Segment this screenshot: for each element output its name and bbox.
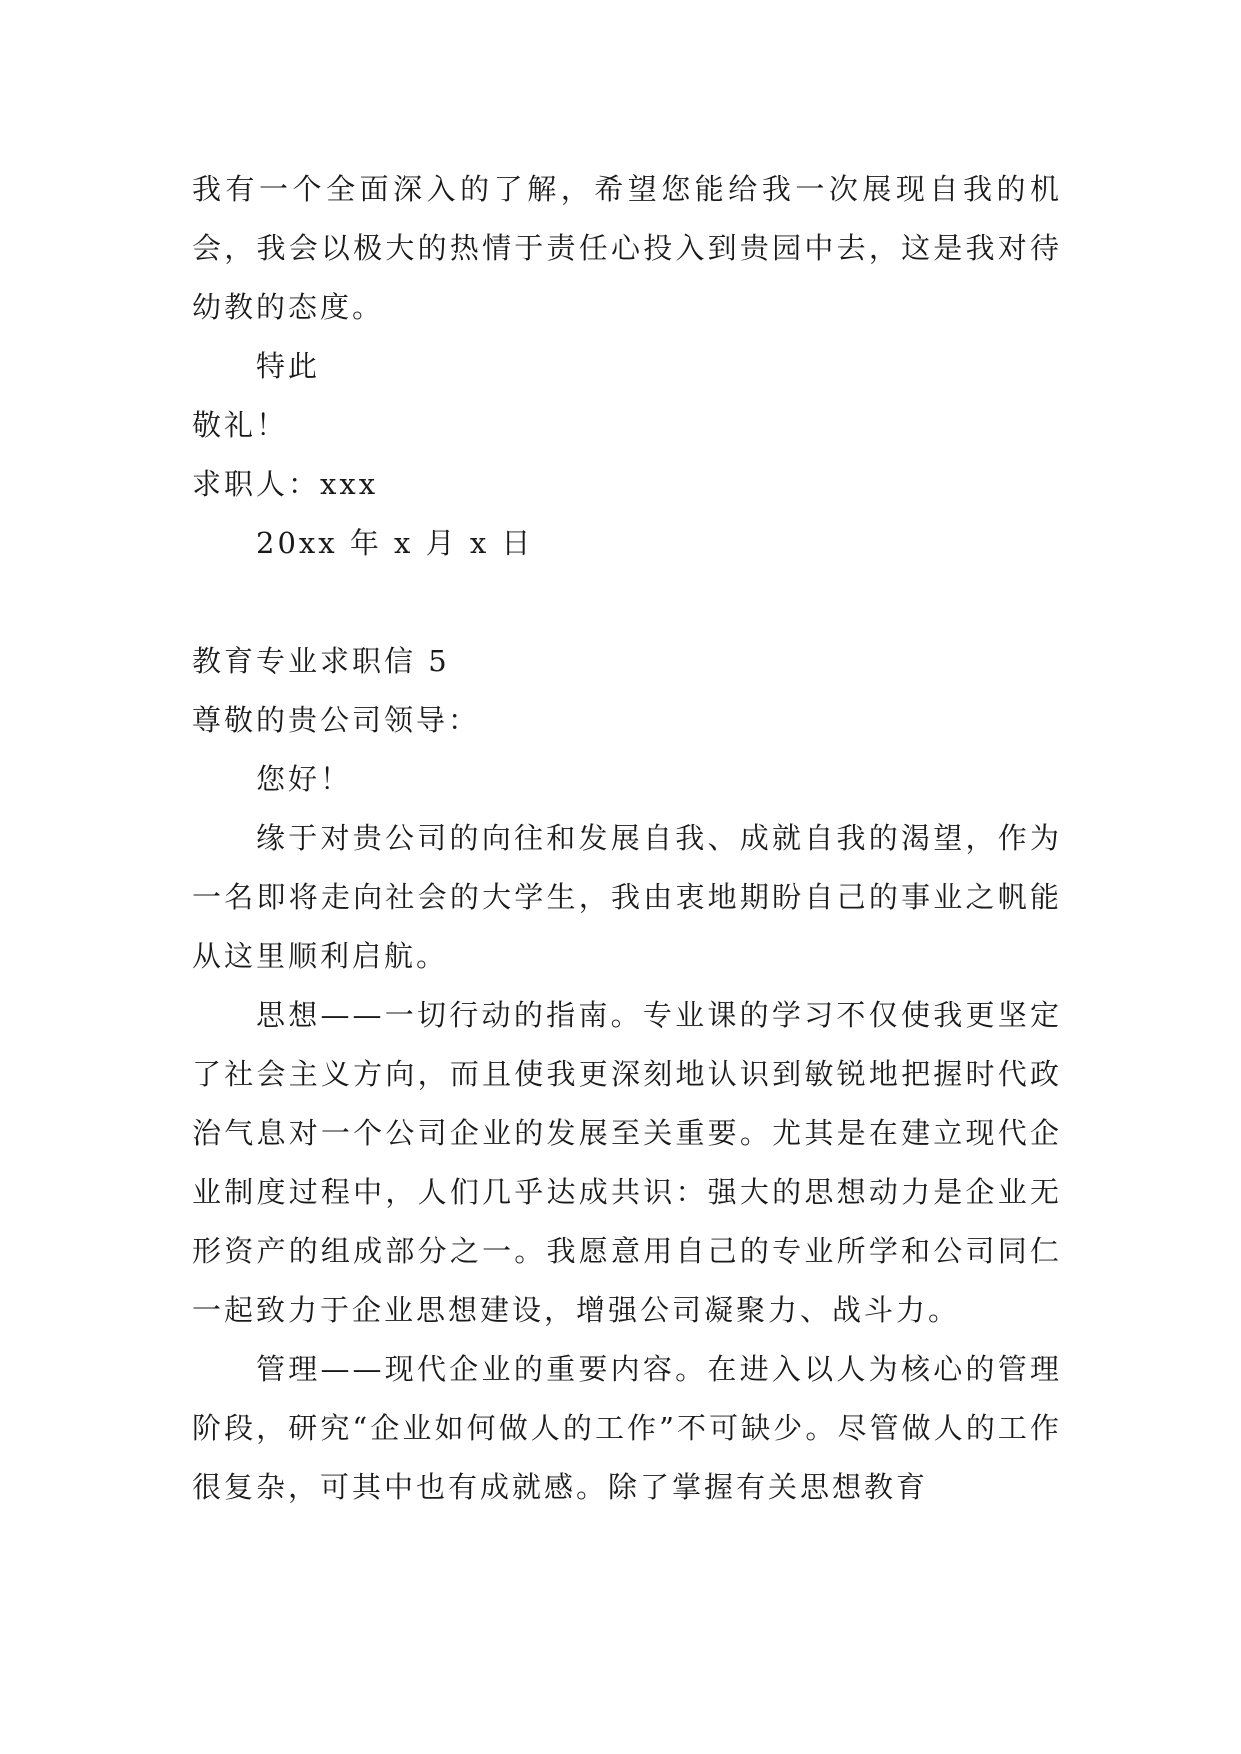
paragraph-jingli: 敬礼！ (192, 408, 289, 442)
paragraph-management: 管理——现代企业的重要内容。在进入以人为核心的管理阶段，研究“企业如何做人的工作”不可缺少。尽管做人的工作很复杂，可其中也有成就感。除了掌握有关思想教育 (192, 1352, 1062, 1504)
document-body (192, 160, 1062, 1517)
signature-line: 求职人：xxx (192, 467, 379, 501)
salutation: 尊敬的贵公司领导： (192, 703, 481, 737)
paragraph-thought: 思想——一切行动的指南。专业课的学习不仅使我更坚定了社会主义方向，而且使我更深刻地认识到敏锐地把握时代政治气息对一个公司企业的发展至关重要。尤其是在建立现代企业制度过程中，人们几乎达成共识：强大的思想动力是企业无形资产的组成部分之一。我愿意用自己的专业所学和公司同仁一起致力于企业思想建设，增强公司凝聚力、战斗力。 (192, 998, 1062, 1327)
section-spacer (192, 573, 1062, 632)
section-title: 教育专业求职信 5 (192, 644, 450, 678)
date-line: 20xx 年 x 月 x 日 (256, 526, 534, 560)
paragraph-teci: 特此 (256, 349, 321, 383)
paragraph-continuation: 我有一个全面深入的了解，希望您能给我一次展现自我的机会，我会以极大的热情于责任心投入到贵园中去，这是我对待幼教的态度。 (192, 172, 1062, 324)
paragraph-intro: 缘于对贵公司的向往和发展自我、成就自我的渴望，作为一名即将走向社会的大学生，我由衷地期盼自己的事业之帆能从这里顺利启航。 (192, 821, 1062, 973)
greeting: 您好！ (256, 762, 353, 796)
